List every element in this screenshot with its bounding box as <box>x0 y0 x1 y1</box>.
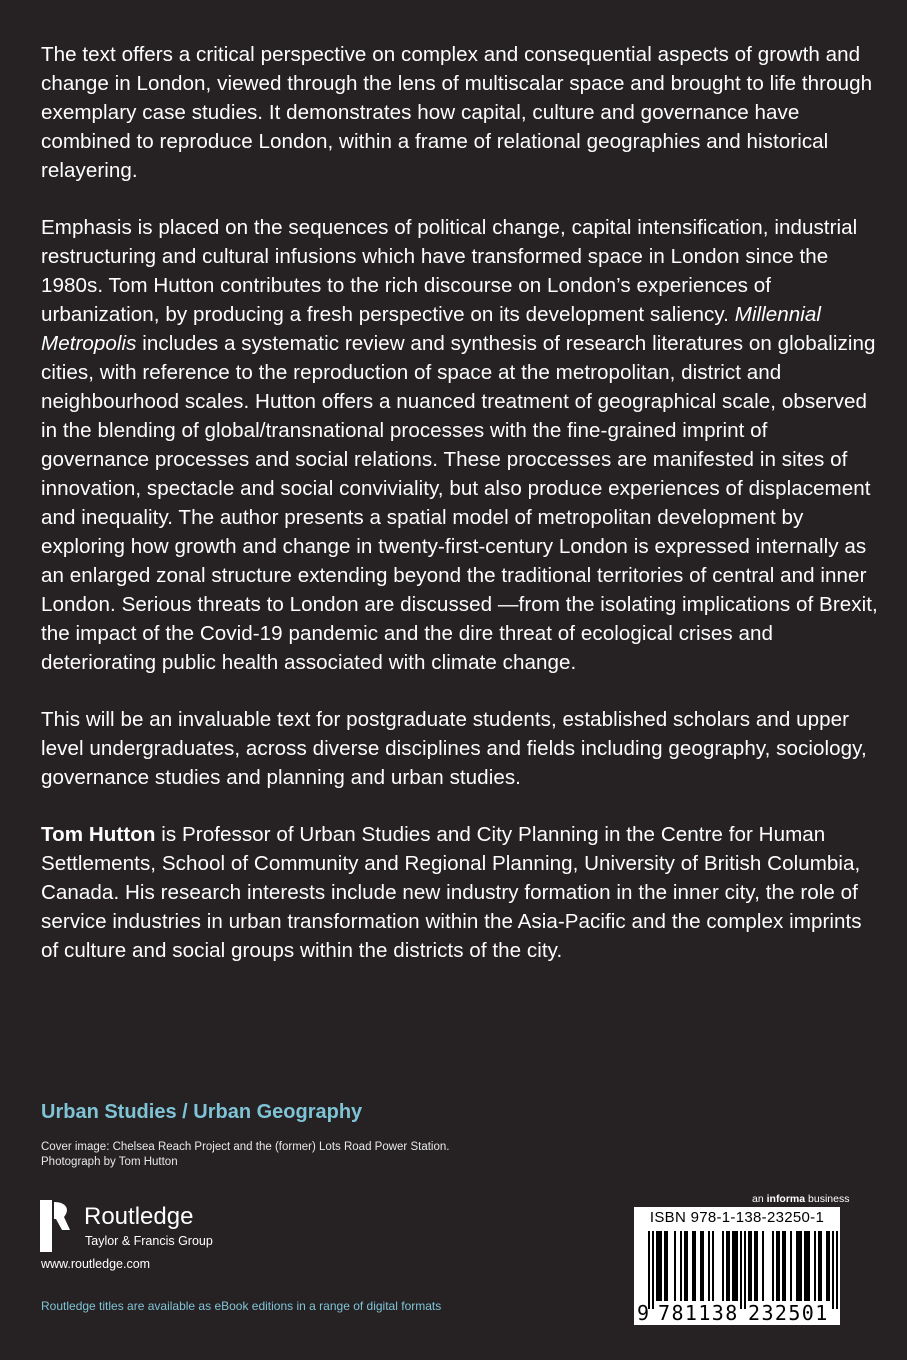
blurb-paragraph-2-rest: includes a systematic review and synthesis of research literatures on globalizing cities, with reference to the reproduction of space at the metropolitan, district and neighbourhood scales. Hutton offers a nuanced treatment of geographical scale, observed in the blending of global/transnational processes with the fine-grained imprint of governance processes and social relations. These proccesses are manifested in sites of innovation, spectacle and social conviviality, but also produce experiences of displacement and inequality. The author presents a spatial model of metropolitan development by exploring how growth and change in twenty-first-century London is expressed internally as an enlarged zonal structure extending beyond the traditional territories of central and inner London. Serious threats to London are discussed —from the isolating implications of Brexit, the impact of the Covid-19 pandemic and the dire threat of ecological crises and deteriorating public health associated with climate change. <box>41 332 878 674</box>
barcode-bar <box>796 1231 798 1301</box>
author-bio <box>41 820 881 965</box>
barcode-bar <box>806 1231 808 1301</box>
author-name: Tom Hutton <box>41 823 156 846</box>
barcode-bar <box>808 1231 810 1301</box>
barcode-bar <box>648 1231 650 1309</box>
barcode-bar <box>798 1231 800 1301</box>
barcode-bar <box>800 1231 802 1301</box>
barcode-bar <box>700 1231 702 1301</box>
barcode-right-digits: 232501 <box>748 1301 829 1325</box>
barcode-bar <box>762 1231 764 1301</box>
barcode-bar <box>660 1231 662 1301</box>
barcode-bar <box>732 1231 734 1301</box>
barcode-bar <box>692 1231 694 1301</box>
cover-image-credit <box>41 1140 561 1170</box>
barcode-bar <box>734 1231 736 1301</box>
barcode-bar <box>814 1231 816 1301</box>
barcode-bar <box>776 1231 778 1301</box>
credit-line-2: Photograph by Tom Hutton <box>41 1156 178 1168</box>
blurb-paragraph-2-start: Emphasis is placed on the sequences of political change, capital intensification, industrial restructuring and cultural infusions which have transformed space in London since the 1980s. Tom Hutton contributes to the rich discourse on London’s experiences of urbanization, by producing a fresh perspective on its development saliency. <box>41 216 858 326</box>
barcode-bar <box>818 1231 820 1301</box>
barcode-left-digits: 781138 <box>658 1301 739 1325</box>
subject-category: Urban Studies / Urban Geography <box>41 1101 363 1123</box>
barcode-bar <box>726 1231 728 1301</box>
publisher-website[interactable]: www.routledge.com <box>41 1257 151 1271</box>
barcode-bar <box>708 1231 710 1301</box>
blurb-paragraph-1: The text offers a critical perspective on complex and consequential aspects of growth and change in London, viewed through the lens of multiscalar space and brought to life through exemplary case studies. It demonstrates how capital, culture and governance have combined to reproduce London, within a frame of relational geographies and historical relayering. <box>41 43 873 182</box>
informa-brand: informa <box>766 1193 806 1205</box>
barcode-bar <box>750 1231 752 1301</box>
barcode-bar <box>744 1231 746 1309</box>
barcode-bar <box>674 1231 676 1301</box>
barcode-bar <box>722 1231 724 1301</box>
barcode-bar <box>804 1231 806 1301</box>
barcode-bar <box>772 1231 774 1301</box>
book-title-italic: Millennial Metropolis <box>41 303 822 355</box>
blurb-paragraph-3: This will be an invaluable text for postgraduate students, established scholars and upper level undergraduates, across diverse disciplines and fields including geography, sociology, governance studies and planning and urban studies. <box>41 708 867 789</box>
barcode-bar <box>778 1231 780 1301</box>
barcode-bar <box>784 1231 786 1301</box>
barcode-bar <box>680 1231 682 1301</box>
author-bio-text: is Professor of Urban Studies and City Planning in the Centre for Human Settlements, School of Community and Regional Planning, University of British Columbia, Canada. His research interests include new industry formation in the inner city, the role of service industries in urban transformation within the Asia-Pacific and the complex imprints of culture and social groups within the districts of the city. <box>41 823 862 962</box>
barcode-bar <box>712 1231 714 1301</box>
barcode-bar <box>826 1231 828 1301</box>
barcode-bar <box>702 1231 704 1301</box>
logo-mark-text: ROUTLEDGE <box>29 1150 37 1194</box>
isbn-label: ISBN 978-1-138-23250-1 <box>649 1209 825 1226</box>
routledge-logo-icon <box>29 1150 70 1252</box>
barcode-bar <box>748 1231 750 1301</box>
credit-line-1: Cover image: Chelsea Reach Project and the (former) Lots Road Power Station. <box>41 1141 450 1153</box>
publisher-name: Routledge <box>84 1203 194 1230</box>
barcode-bar <box>782 1231 784 1301</box>
barcode-bar <box>652 1231 654 1309</box>
barcode-bar <box>728 1231 730 1301</box>
barcode-bar <box>740 1231 742 1309</box>
barcode-bar <box>666 1231 668 1301</box>
barcode-first-digit: 9 <box>637 1301 650 1325</box>
barcode-bar <box>836 1231 838 1309</box>
barcode-bar <box>664 1231 666 1301</box>
barcode-bar <box>754 1231 756 1301</box>
barcode-bar <box>686 1231 688 1301</box>
barcode-bar <box>828 1231 830 1301</box>
informa-suffix: business <box>805 1193 850 1205</box>
barcode-bar <box>656 1231 658 1301</box>
blurb-paragraph-2 <box>41 213 881 677</box>
informa-business-line <box>752 1193 849 1205</box>
barcode-bar <box>756 1231 758 1301</box>
barcode-bar <box>736 1231 738 1301</box>
ebook-note: Routledge titles are available as eBook editions in a range of digital formats <box>41 1299 442 1313</box>
barcode-bar <box>684 1231 686 1301</box>
barcode-bar <box>790 1231 792 1301</box>
back-cover-blurb <box>41 40 881 993</box>
publisher-group: Taylor & Francis Group <box>85 1234 213 1248</box>
informa-prefix: an <box>752 1193 767 1205</box>
isbn-barcode <box>634 1207 840 1325</box>
barcode-bar <box>658 1231 660 1301</box>
barcode-bar <box>832 1231 834 1309</box>
barcode-bar <box>820 1231 822 1301</box>
barcode-bar <box>694 1231 696 1301</box>
